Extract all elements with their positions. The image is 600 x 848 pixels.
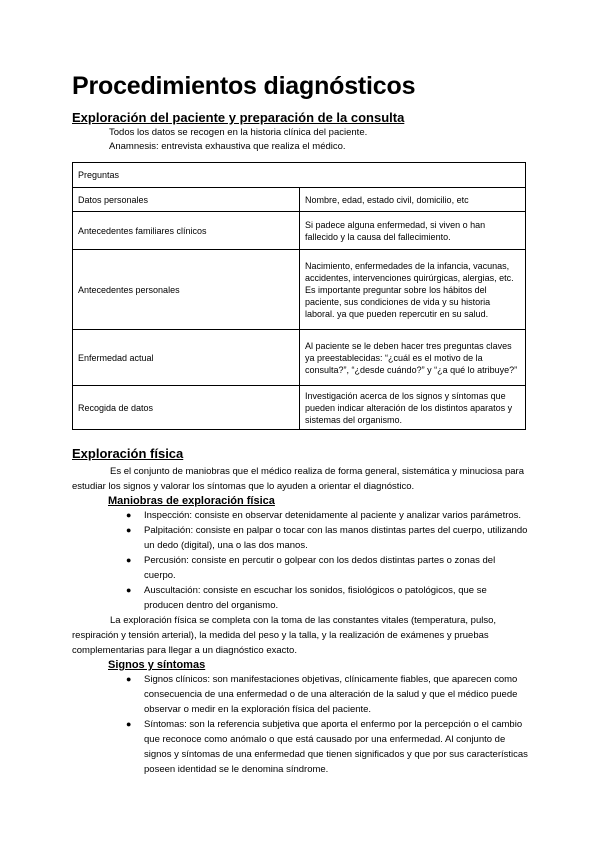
page-title: Procedimientos diagnósticos (72, 72, 416, 100)
table-header-row (73, 163, 526, 188)
table-row (73, 330, 526, 386)
section-heading-exploracion-fisica: Exploración física (72, 446, 184, 461)
bullet-icon: ● (126, 525, 132, 535)
table-value-cell: Nombre, edad, estado civil, domicilio, etc (300, 188, 526, 212)
table-row (73, 386, 526, 430)
list-item: ● Auscultación: consiste en escuchar los sonidos, fisiológicos o patológicos, que se producen dentro del organismo. (126, 585, 487, 611)
table-header-cell: Preguntas (73, 163, 526, 188)
intro-line: Todos los datos se recogen en la historia clínica del paciente. (109, 127, 368, 138)
table-value-cell: Nacimiento, enfermedades de la infancia, vacunas, accidentes, intervenciones quirúrgicas, alergias, etc. Es importante preguntar sobre los hábitos del paciente, sus condiciones de vida y su historia laboral. ya que pueden repercutir en su salud. (300, 250, 526, 330)
subheading-maniobras: Maniobras de exploración física (108, 495, 275, 507)
list-item: ● Percusión: consiste en percutir o golpear con los dedos distintas partes o zonas del cuerpo. (126, 555, 496, 581)
table-value-cell: Si padece alguna enfermedad, si viven o han fallecido y la causa del fallecimiento. (300, 212, 526, 250)
signos-list (72, 672, 528, 777)
table-row (73, 188, 526, 212)
table-label-cell: Recogida de datos (73, 386, 300, 430)
table-label-cell: Datos personales (73, 188, 300, 212)
maniobras-list (72, 508, 528, 613)
subheading-signos: Signos y síntomas (108, 659, 206, 671)
paragraph: Es el conjunto de maniobras que el médico realiza de forma general, sistemática y minuciosa para estudiar los signos y valorar los síntomas que lo ayuden a orientar el diagnóstico. (72, 466, 524, 492)
table-row (73, 212, 526, 250)
paragraph: La exploración física se completa con la toma de las constantes vitales (temperatura, pulso, respiración y tensión arterial), la medida del peso y la talla, y la realización de exámenes y pruebas complementarias para llegar a un diagnóstico exacto. (72, 615, 497, 656)
list-item: ● Signos clínicos: son manifestaciones objetivas, clínicamente fiables, que aparecen como consecuencia de una enfermedad o de una alteración de la salud y que el médico puede observar o medir en la exploración física del paciente. (126, 674, 518, 715)
list-item: ● Palpitación: consiste en palpar o tocar con las manos distintas partes del cuerpo, utilizando un dedo (digital), una o las dos manos. (126, 525, 528, 551)
table-label-cell: Antecedentes familiares clínicos (73, 212, 300, 250)
intro-line: Anamnesis: entrevista exhaustiva que realiza el médico. (109, 141, 346, 152)
table-value-cell: Investigación acerca de los signos y síntomas que pueden indicar alteración de los distintos aparatos y sistemas del organismo. (300, 386, 526, 430)
bullet-icon: ● (126, 555, 132, 565)
table-row (73, 250, 526, 330)
bullet-icon: ● (126, 510, 132, 520)
table-label-cell: Antecedentes personales (73, 250, 300, 330)
bullet-icon: ● (126, 674, 132, 684)
list-item: ● Síntomas: son la referencia subjetiva que aporta el enfermo por la percepción o el cambio que reconoce como anómalo o que está causado por una enfermedad. Al conjunto de signos y síntomas de una enfermedad que tienen significados y que por sus características poseen identidad se le denomina síndrome. (126, 719, 528, 775)
list-item: ● Inspección: consiste en observar detenidamente al paciente y analizar varios parámetros. (126, 510, 522, 521)
document-page (72, 68, 528, 777)
table-label-cell: Enfermedad actual (73, 330, 300, 386)
section-heading-exploracion-paciente: Exploración del paciente y preparación de la consulta (72, 110, 405, 125)
bullet-icon: ● (126, 719, 132, 729)
table-value-cell: Al paciente se le deben hacer tres preguntas claves ya preestablecidas: “¿cuál es el motivo de la consulta?”, “¿desde cuándo?” y “¿a qué lo atribuye?” (300, 330, 526, 386)
anamnesis-table (72, 162, 526, 430)
bullet-icon: ● (126, 585, 132, 595)
